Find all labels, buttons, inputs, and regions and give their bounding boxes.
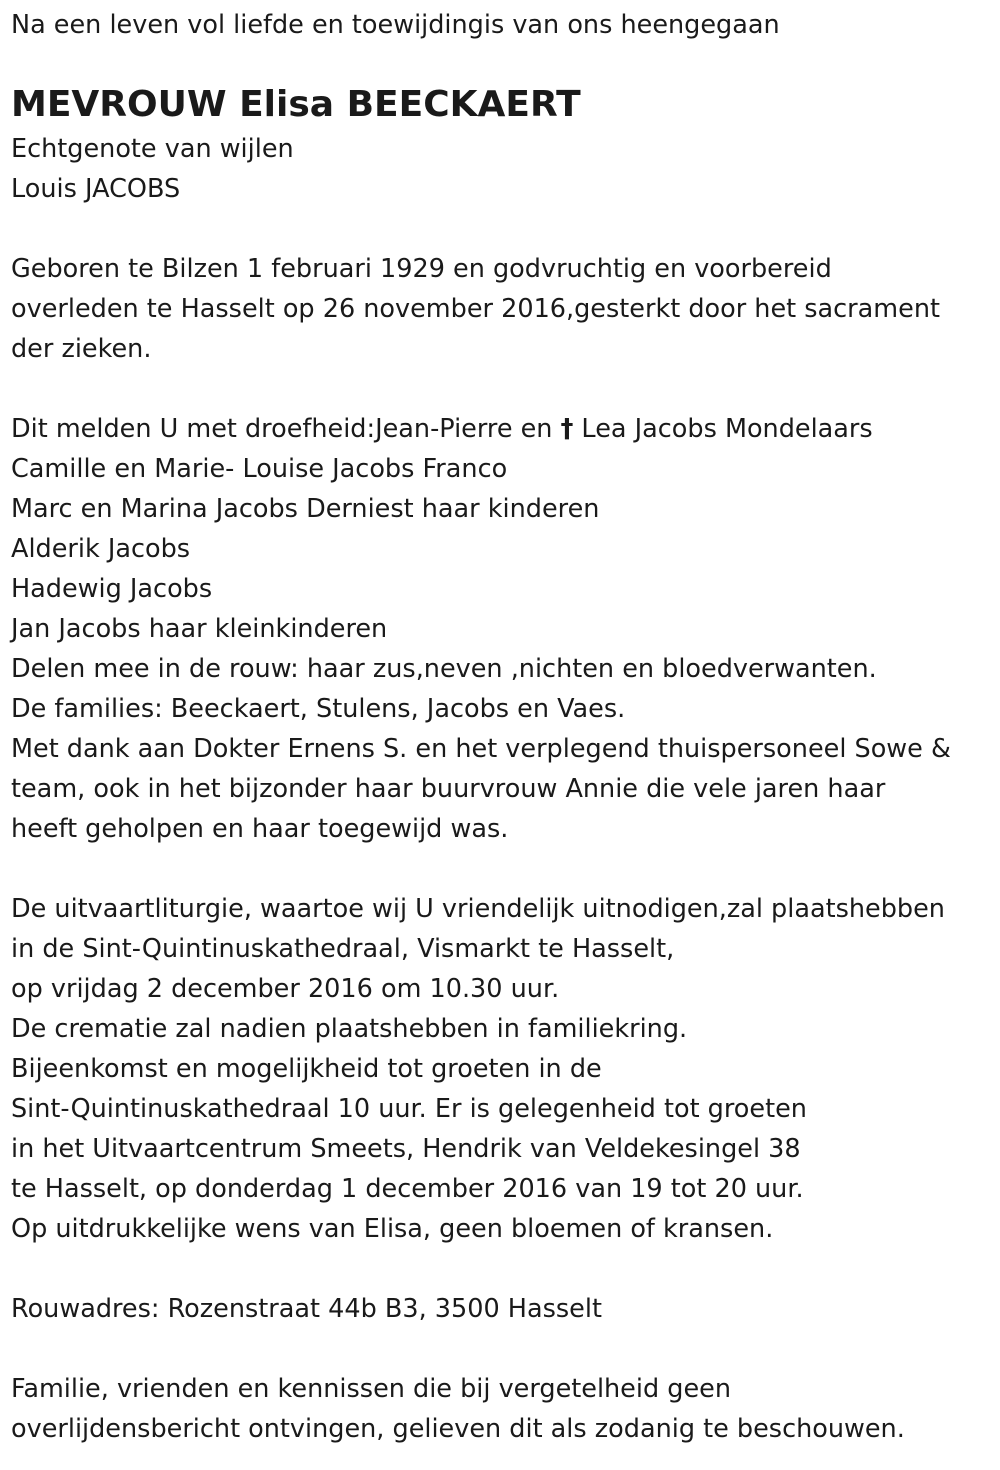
funeral-line: te Hasselt, op donderdag 1 december 2016 van 19 tot 20 uur. xyxy=(11,1174,804,1204)
birth-death-line: overleden te Hasselt op 26 november 2016,gesterkt door het sacrament xyxy=(11,294,940,324)
closing-line: overlijdensbericht ontvingen, gelieven dit als zodanig te beschouwen. xyxy=(11,1414,905,1444)
funeral-line: De uitvaartliturgie, waartoe wij U vriendelijk uitnodigen,zal plaatshebben xyxy=(11,894,945,924)
announcement-line: Met dank aan Dokter Ernens S. en het verplegend thuispersoneel Sowe & xyxy=(11,734,951,764)
announcement-line: De families: Beeckaert, Stulens, Jacobs en Vaes. xyxy=(11,694,626,724)
announcement-line: Camille en Marie- Louise Jacobs Franco xyxy=(11,454,508,484)
announcement-first-line xyxy=(11,409,1000,449)
closing-line: Familie, vrienden en kennissen die bij vergetelheid geen xyxy=(11,1374,731,1404)
birth-death-line: Geboren te Bilzen 1 februari 1929 en godvruchtig en voorbereid xyxy=(11,254,832,284)
funeral-line: op vrijdag 2 december 2016 om 10.30 uur. xyxy=(11,974,560,1004)
funeral-line: De crematie zal nadien plaatshebben in familiekring. xyxy=(11,1014,688,1044)
announcement-line: Alderik Jacobs xyxy=(11,534,191,564)
funeral-line: Sint-Quintinuskathedraal 10 uur. Er is gelegenheid tot groeten xyxy=(11,1094,807,1124)
announcement-line: Jan Jacobs haar kleinkinderen xyxy=(11,614,388,644)
spouse-name: Louis JACOBS xyxy=(11,174,181,204)
funeral-line: in de Sint-Quintinuskathedraal, Vismarkt te Hasselt, xyxy=(11,934,675,964)
announcement-prefix: Dit melden U met droefheid:Jean-Pierre en xyxy=(11,414,561,444)
announcement-line: Hadewig Jacobs xyxy=(11,574,213,604)
announcement-suffix: Lea Jacobs Mondelaars xyxy=(573,414,873,444)
cross-icon: † xyxy=(560,414,574,444)
intro-text: Na een leven vol liefde en toewijdingis van ons heengegaan xyxy=(11,10,780,40)
spacer xyxy=(11,369,1000,409)
announcement-line: heeft geholpen en haar toegewijd was. xyxy=(11,814,509,844)
announcement-line: team, ook in het bijzonder haar buurvrouw Annie die vele jaren haar xyxy=(11,774,886,804)
announcement-line: Delen mee in de rouw: haar zus,neven ,nichten en bloedverwanten. xyxy=(11,654,877,684)
spouse-line: Echtgenote van wijlen xyxy=(11,134,294,164)
announcement-line: Marc en Marina Jacobs Derniest haar kinderen xyxy=(11,494,600,524)
funeral-line: Op uitdrukkelijke wens van Elisa, geen bloemen of kransen. xyxy=(11,1214,774,1244)
spacer xyxy=(11,1329,1000,1369)
deceased-name: MEVROUW Elisa BEECKAERT xyxy=(11,84,581,125)
spacer xyxy=(11,1249,1000,1289)
mourning-address: Rouwadres: Rozenstraat 44b B3, 3500 Hasselt xyxy=(11,1294,602,1324)
spacer xyxy=(11,849,1000,889)
spacer xyxy=(11,209,1000,249)
funeral-line: in het Uitvaartcentrum Smeets, Hendrik van Veldekesingel 38 xyxy=(11,1134,801,1164)
birth-death-line: der zieken. xyxy=(11,334,152,364)
funeral-line: Bijeenkomst en mogelijkheid tot groeten in de xyxy=(11,1054,602,1084)
